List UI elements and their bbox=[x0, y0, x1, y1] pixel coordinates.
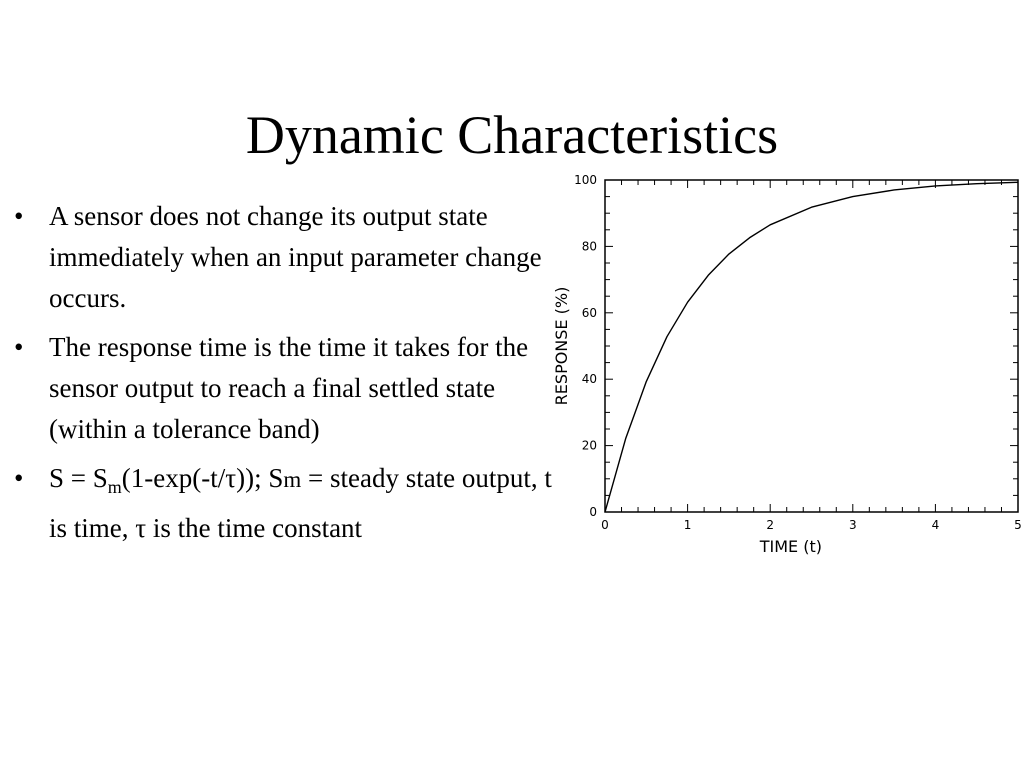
series-line bbox=[605, 182, 1018, 512]
formula-part: (1-exp(-t/τ)); S bbox=[121, 463, 284, 493]
y-tick-label: 60 bbox=[581, 305, 597, 320]
formula-part: = steady state output, t is time, τ is the time constant bbox=[49, 463, 552, 543]
x-tick-label: 0 bbox=[601, 518, 609, 532]
y-tick-label: 0 bbox=[589, 505, 597, 519]
bullet-list bbox=[8, 196, 568, 557]
bullet-item bbox=[8, 327, 568, 450]
y-tick-label: 40 bbox=[581, 372, 597, 387]
x-tick-label: 5 bbox=[1014, 518, 1022, 532]
formula-part: m bbox=[283, 467, 302, 492]
response-chart bbox=[540, 168, 1024, 568]
x-tick-label: 4 bbox=[931, 518, 940, 532]
bullet-dot-icon: • bbox=[14, 332, 24, 362]
ticks-layer bbox=[605, 180, 1018, 512]
x-tick-label: 3 bbox=[848, 518, 857, 532]
x-axis-label: TIME (t) bbox=[759, 537, 822, 556]
bullet-item bbox=[8, 196, 568, 319]
formula-subscript: m bbox=[107, 477, 122, 497]
tick-labels-layer bbox=[574, 173, 1022, 532]
bullet-item bbox=[8, 458, 568, 549]
y-tick-label: 80 bbox=[581, 239, 597, 254]
y-tick-label: 20 bbox=[581, 438, 597, 453]
bullet-text: A sensor does not change its output state immediately when an input parameter change occurs. bbox=[49, 201, 542, 313]
x-tick-label: 2 bbox=[766, 518, 775, 532]
slide-title: Dynamic Characteristics bbox=[245, 105, 779, 165]
y-tick-label: 100 bbox=[574, 173, 597, 187]
bullet-dot-icon: • bbox=[14, 201, 24, 231]
bullet-text: The response time is the time it takes for the sensor output to reach a final settled state (within a tolerance band) bbox=[49, 332, 529, 444]
formula-part: S = S bbox=[49, 463, 108, 493]
x-tick-label: 1 bbox=[683, 518, 692, 532]
y-axis-label: RESPONSE (%) bbox=[552, 286, 571, 406]
bullet-dot-icon: • bbox=[14, 463, 24, 493]
plot-frame bbox=[605, 180, 1018, 512]
